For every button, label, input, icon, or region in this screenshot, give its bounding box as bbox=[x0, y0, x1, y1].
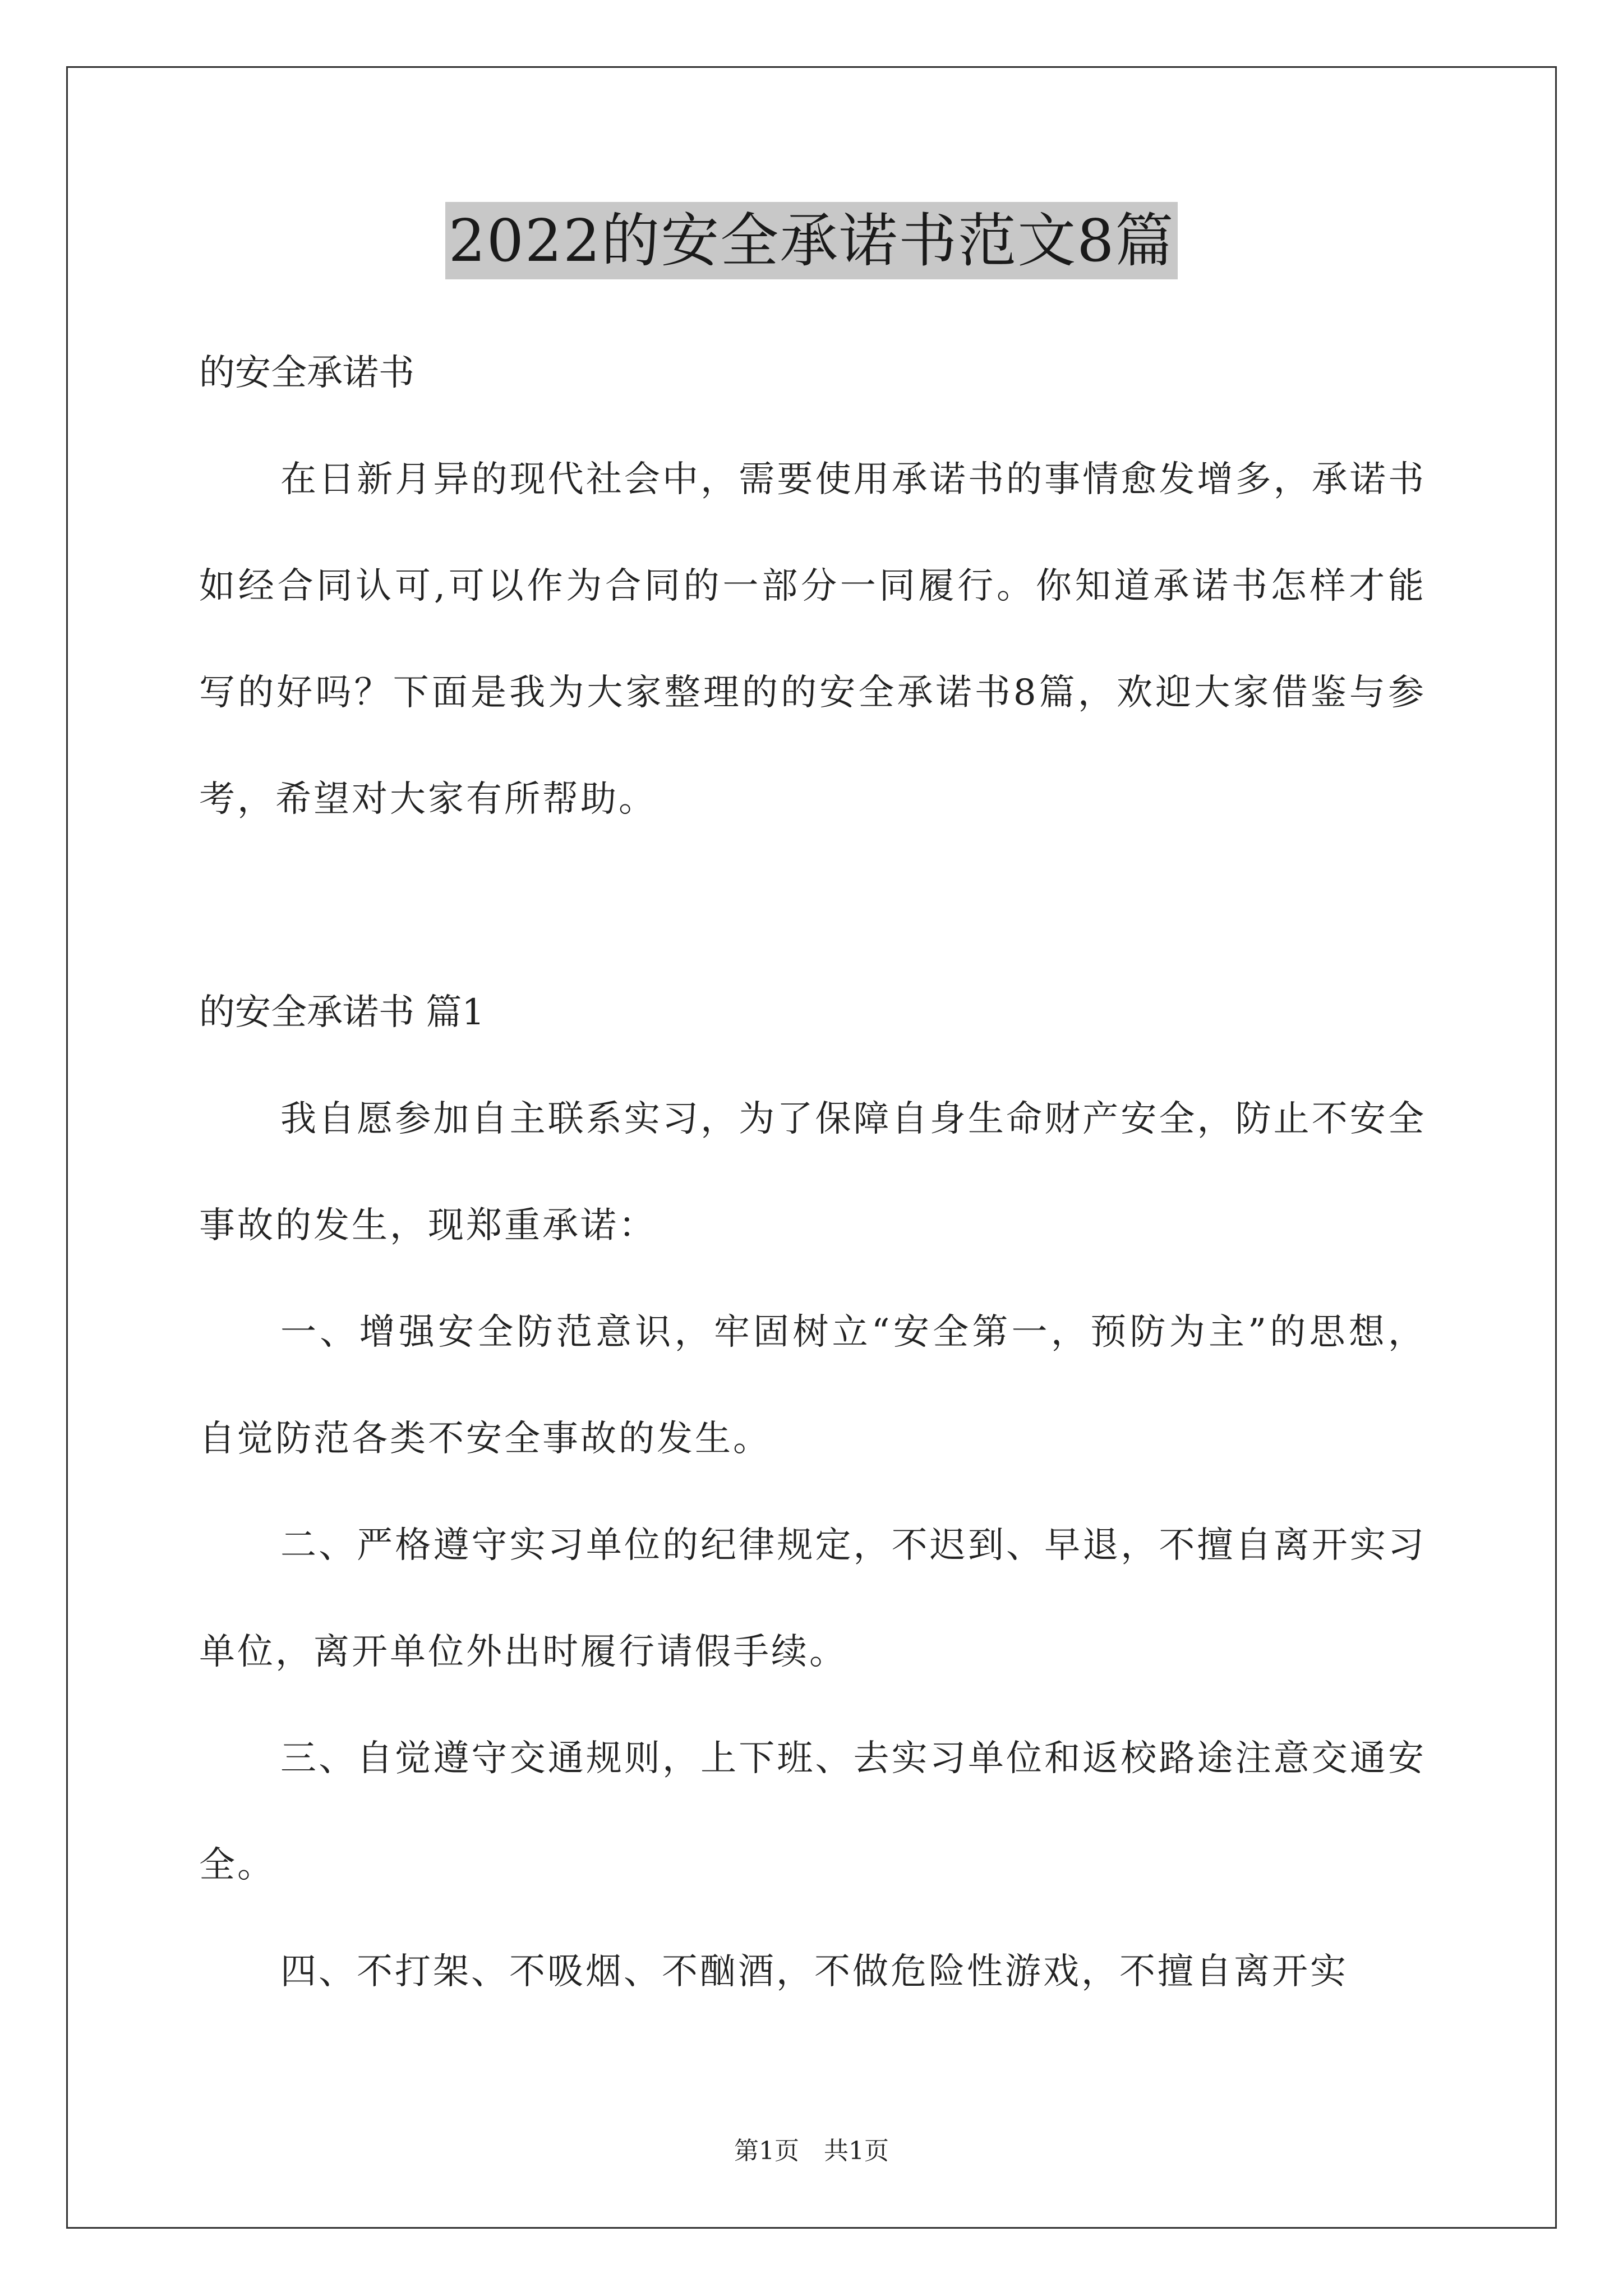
section-spacer bbox=[199, 853, 1426, 959]
section-heading: 的安全承诺书 篇1 bbox=[199, 992, 485, 1033]
page-number: 第1页 共1页 bbox=[734, 2137, 889, 2165]
page-footer bbox=[0, 2134, 1623, 2168]
document-body bbox=[199, 320, 1426, 2025]
intro-heading: 的安全承诺书 bbox=[199, 352, 414, 394]
body-paragraph: 我自愿参加自主联系实习，为了保障自身生命财产安全，防止不安全事故的发生，现郑重承诺： bbox=[199, 1098, 1426, 1246]
intro-paragraph: 在日新月异的现代社会中，需要使用承诺书的事情愈发增多，承诺书如经合同认可,可以作为合同的一部分一同履行。你知道承诺书怎样才能写的好吗？下面是我为大家整理的的安全承诺书8篇，欢迎大家借鉴与参考，希望对大家有所帮助。 bbox=[199, 459, 1426, 820]
body-paragraph: 三、自觉遵守交通规则，上下班、去实习单位和返校路途注意交通安全。 bbox=[199, 1738, 1426, 1886]
body-paragraph: 二、严格遵守实习单位的纪律规定，不迟到、早退，不擅自离开实习单位，离开单位外出时履行请假手续。 bbox=[199, 1525, 1426, 1673]
document-title: 2022的安全承诺书范文8篇 bbox=[445, 202, 1178, 279]
body-paragraph: 一、增强安全防范意识，牢固树立“安全第一，预防为主”的思想，自觉防范各类不安全事故的发生。 bbox=[199, 1312, 1426, 1460]
body-paragraph: 四、不打架、不吸烟、不酗酒，不做危险性游戏，不擅自离开实 bbox=[280, 1951, 1348, 1993]
title-container bbox=[0, 202, 1623, 279]
